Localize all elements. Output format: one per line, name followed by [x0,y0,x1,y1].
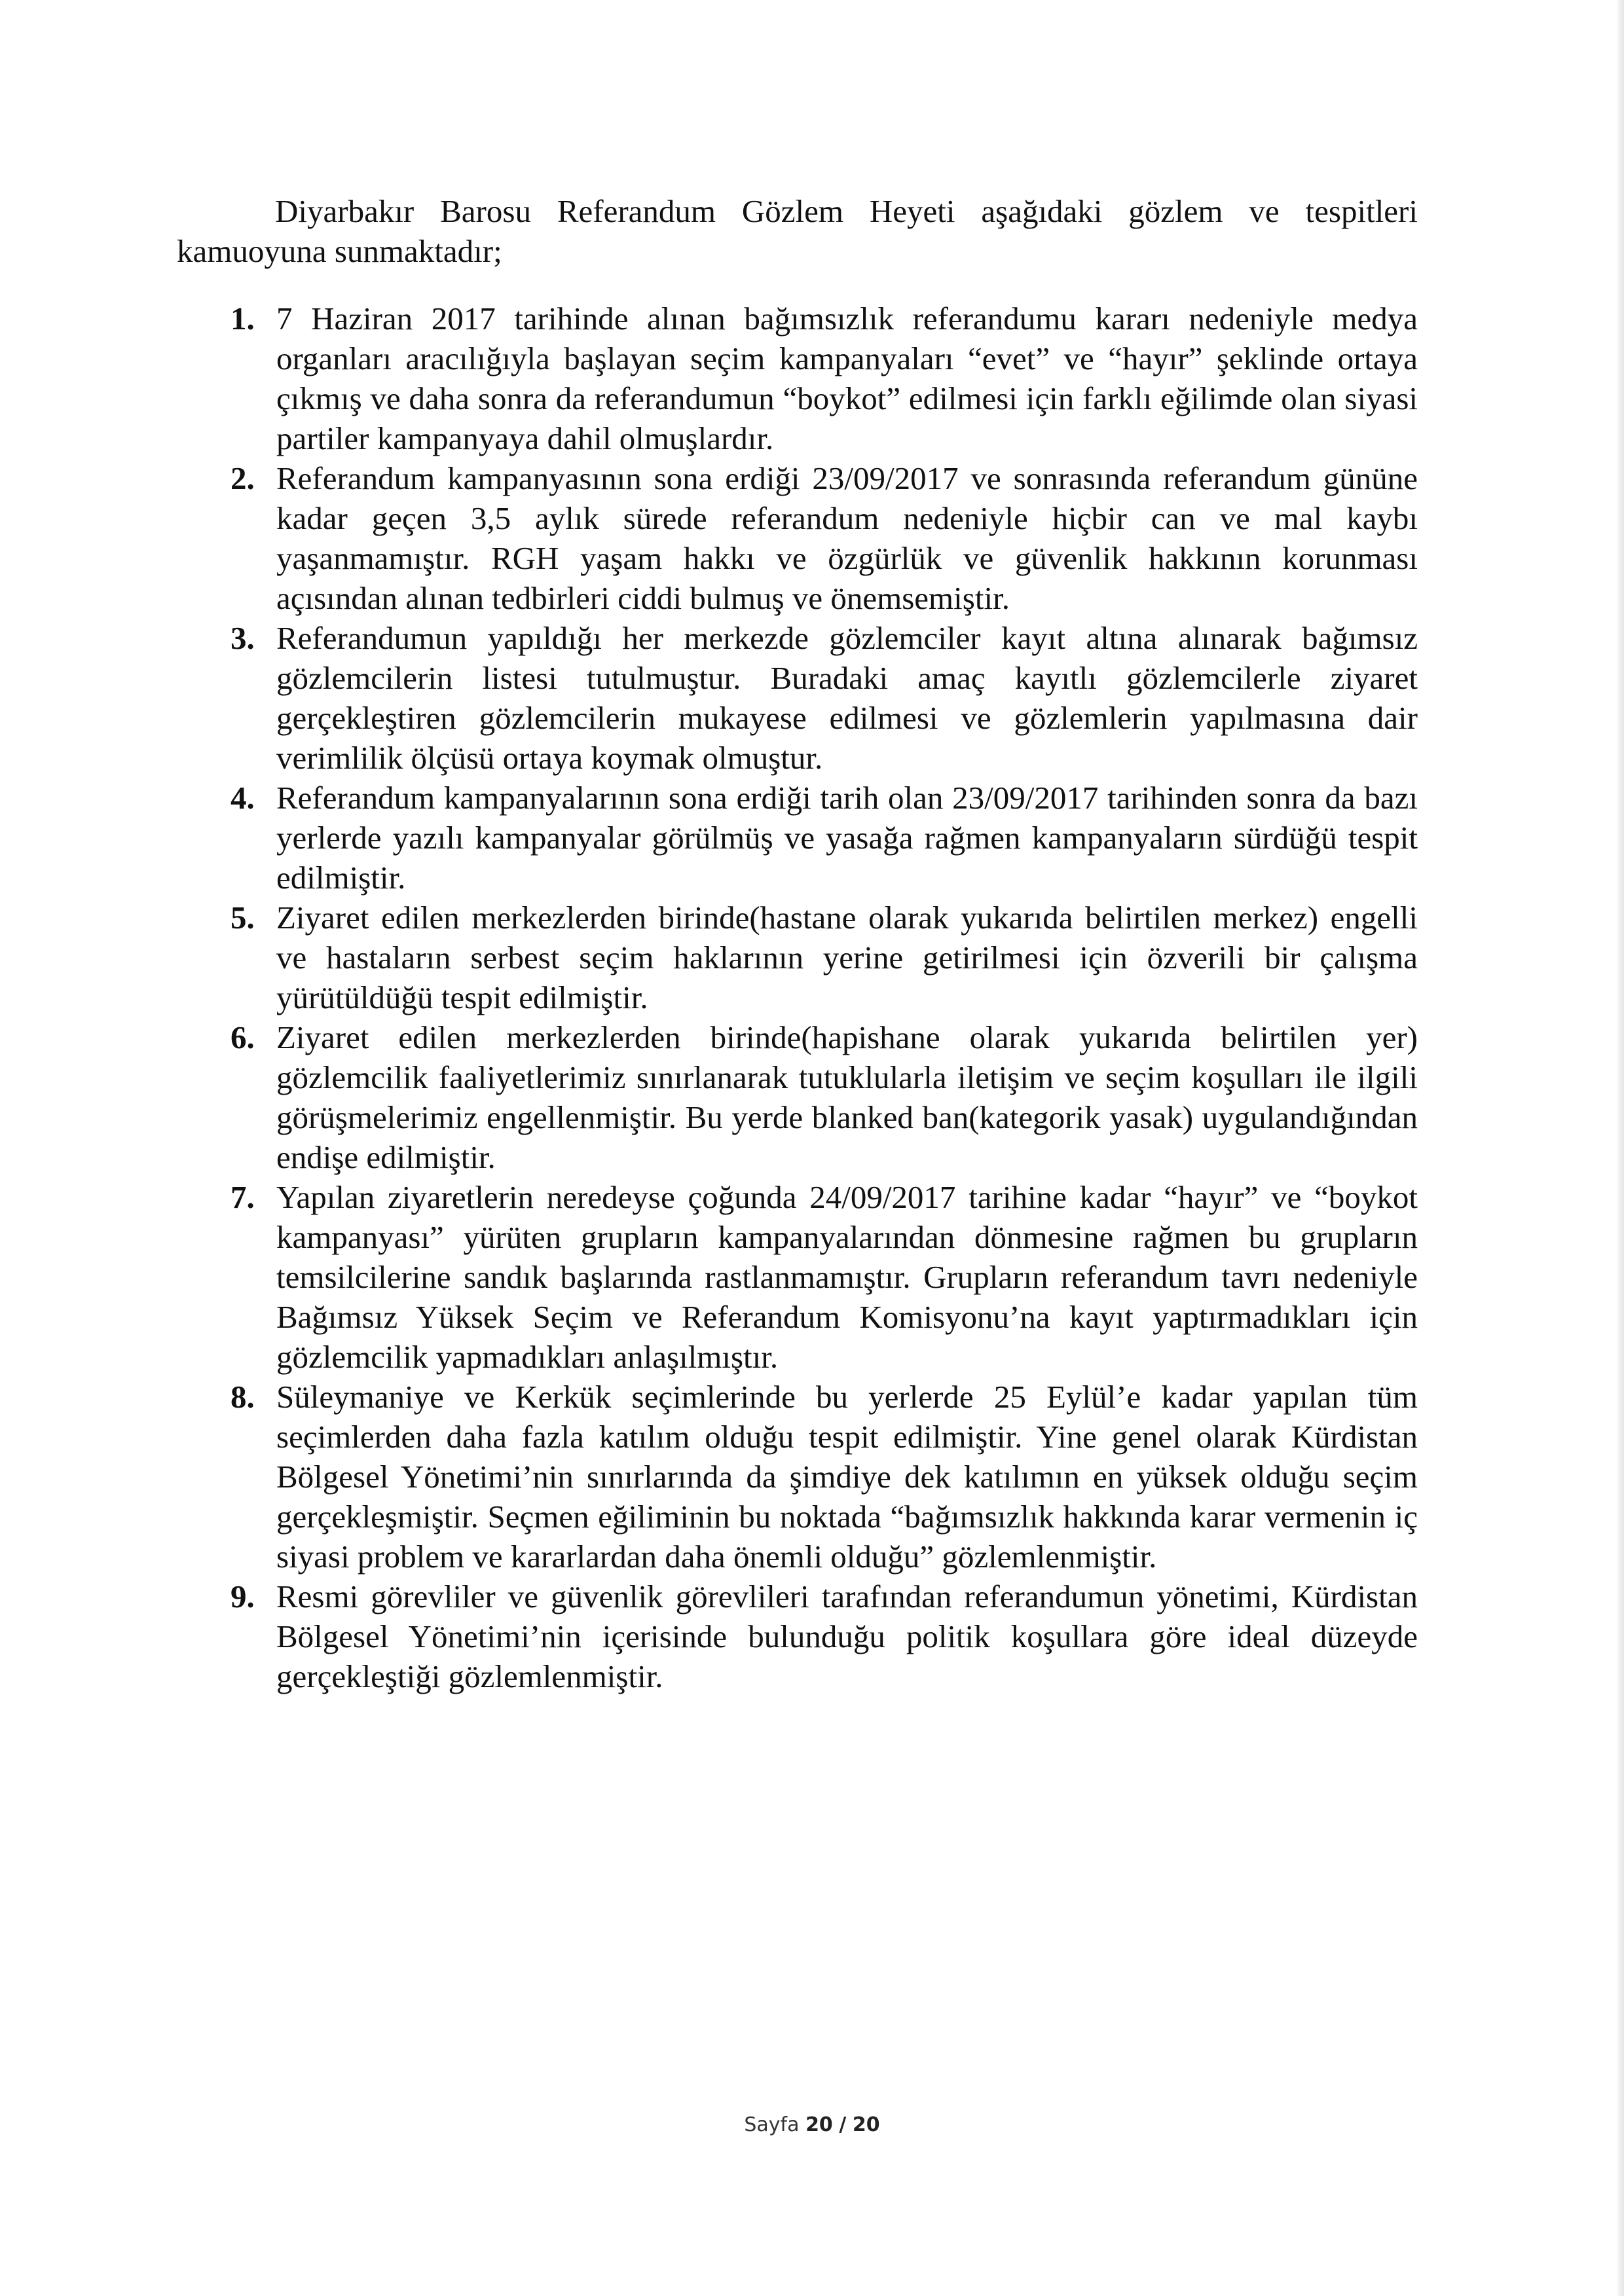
document-body [177,191,1418,1696]
item-number: 3. [231,620,255,656]
item-text: Yapılan ziyaretlerin neredeyse çoğunda 24/09/2017 tarihine kadar “hayır” ve “boykot kampanyası” yürüten grupların kampanyalarından dönmesine rağmen bu grupların temsilcilerine sandık başlarında rastlanmamıştır. Grupların referandum tavrı nedeniyle Bağımsız Yüksek Seçim ve Referandum Komisyonu’na kayıt yaptırmadıkları için gözlemcilik yapmadıkları anlaşılmıştır. [276,1179,1418,1375]
page-total: 20 [852,2113,880,2136]
item-text: Ziyaret edilen merkezlerden birinde(hastane olarak yukarıda belirtilen merkez) engelli ve hastaların serbest seçim haklarının yerine getirilmesi için özverili bir çalışma yürütüldüğü tespit edilmiştir. [276,900,1418,1015]
list-item [177,299,1418,458]
list-item [177,1017,1418,1177]
item-text: Ziyaret edilen merkezlerden birinde(hapishane olarak yukarıda belirtilen yer) gözlemcilik faaliyetlerimiz sınırlanarak tutuklularla iletişim ve seçim koşulları ile ilgili görüşmelerimiz engellenmiştir. Bu yerde blanked ban(kategorik yasak) uygulandığından endişe edilmiştir. [276,1019,1418,1175]
item-number: 5. [231,900,255,936]
list-item [177,898,1418,1017]
item-text: Süleymaniye ve Kerkük seçimlerinde bu yerlerde 25 Eylül’e kadar yapılan tüm seçimlerden daha fazla katılım olduğu tespit edilmiştir. Yine genel olarak Kürdistan Bölgesel Yönetimi’nin sınırlarında da şimdiye dek katılımın en yüksek olduğu seçim gerçekleşmiştir. Seçmen eğiliminin bu noktada “bağımsızlık hakkında karar vermenin iç siyasi problem ve kararlardan daha önemli olduğu” gözlemlenmiştir. [276,1379,1418,1575]
findings-list [177,299,1418,1696]
list-item [177,618,1418,778]
item-number: 4. [231,780,255,816]
item-number: 6. [231,1019,255,1055]
item-text: Referandum kampanyasının sona erdiği 23/09/2017 ve sonrasında referandum gününe kadar geçen 3,5 aylık sürede referandum nedeniyle hiçbir can ve mal kaybı yaşanmamıştır. RGH yaşam hakkı ve özgürlük ve güvenlik hakkının korunması açısından alınan tedbirleri ciddi bulmuş ve önemsemiştir. [276,460,1418,616]
item-text: 7 Haziran 2017 tarihinde alınan bağımsızlık referandumu kararı nedeniyle medya organları aracılığıyla başlayan seçim kampanyaları “evet” ve “hayır” şeklinde ortaya çıkmış ve daha sonra da referandumun “boykot” edilmesi için farklı eğilimde olan siyasi partiler kampanyaya dahil olmuşlardır. [276,301,1418,456]
list-item [177,1377,1418,1576]
item-text: Referandumun yapıldığı her merkezde gözlemciler kayıt altına alınarak bağımsız gözlemcilerin listesi tutulmuştur. Buradaki amaç kayıtlı gözlemcilerle ziyaret gerçekleştiren gözlemcilerin mukayese edilmesi ve gözlemlerin yapılmasına dair verimlilik ölçüsü ortaya koymak olmuştur. [276,620,1418,776]
list-item [177,1576,1418,1696]
item-number: 7. [231,1179,255,1215]
item-text: Referandum kampanyalarının sona erdiği tarih olan 23/09/2017 tarihinden sonra da bazı yerlerde yazılı kampanyalar görülmüş ve yasağa rağmen kampanyaların sürdüğü tespit edilmiştir. [276,780,1418,896]
list-item [177,458,1418,618]
item-number: 2. [231,460,255,496]
page-label: Sayfa [744,2113,800,2136]
list-item [177,1177,1418,1377]
list-item [177,778,1418,898]
page-edge-shadow [1617,0,1624,2296]
item-number: 8. [231,1379,255,1415]
item-text: Resmi görevliler ve güvenlik görevlileri tarafından referandumun yönetimi, Kürdistan Bölgesel Yönetimi’nin içerisinde bulunduğu politik koşullara göre ideal düzeyde gerçekleştiği gözlemlenmiştir. [276,1578,1418,1694]
intro-paragraph: Diyarbakır Barosu Referandum Gözlem Heyeti aşağıdaki gözlem ve tespitleri kamuoyuna sunmaktadır; [177,193,1418,269]
page-current: 20 [805,2113,833,2136]
item-number: 9. [231,1578,255,1614]
page-separator: / [839,2113,847,2136]
page-footer [0,2113,1624,2136]
item-number: 1. [231,301,255,337]
